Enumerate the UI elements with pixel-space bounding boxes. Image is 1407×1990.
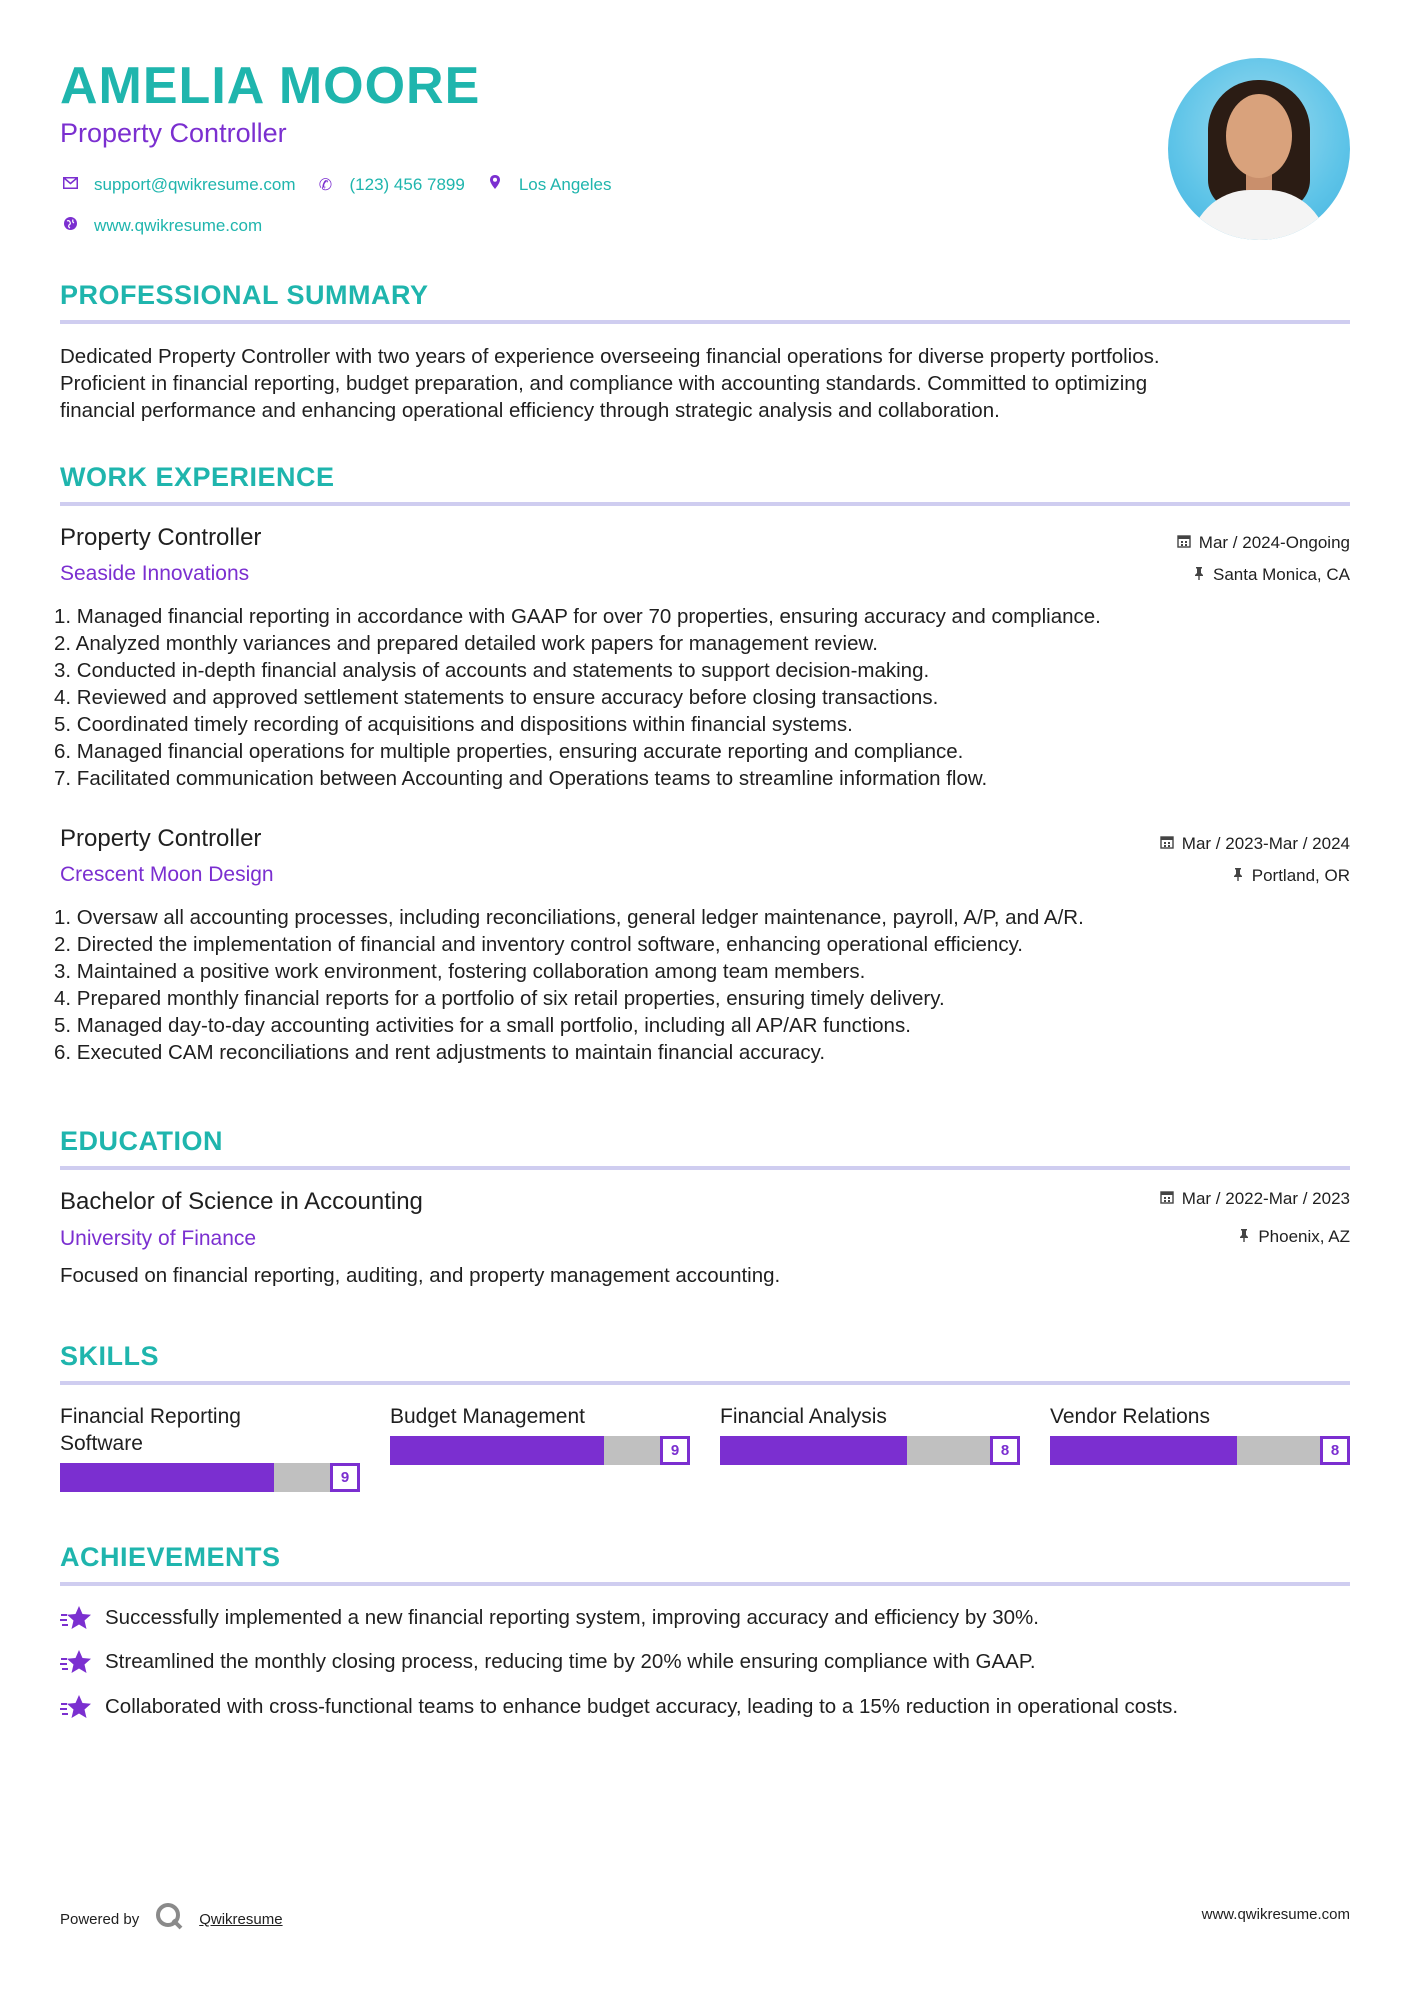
summary-line: Dedicated Property Controller with two years of experience overseeing financial operations for diverse property portfolios. [60,345,1160,368]
job-location [1193,565,1350,585]
skill-item [60,1403,360,1492]
list-item: 5. Coordinated timely recording of acquisitions and dispositions within financial systems. [54,713,853,736]
section-divider [60,320,1350,324]
section-divider [60,1381,1350,1385]
job-dates-text: Mar / 2024-Ongoing [1198,533,1350,552]
calendar-icon [1177,534,1191,552]
summary-line: Proficient in financial reporting, budget preparation, and compliance with accounting standards. Committed to optimizing [60,372,1148,395]
job-location-text: Santa Monica, CA [1212,565,1350,584]
job-title: Property Controller [60,524,262,551]
qwikresume-logo-icon [155,1902,183,1937]
job-dates [1177,533,1350,553]
skill-item [1050,1403,1350,1465]
website-text: www.qwikresume.com [94,216,263,235]
job-location-text: Portland, OR [1251,866,1350,885]
list-item: 4. Reviewed and approved settlement statements to ensure accuracy before closing transactions. [54,686,939,709]
education-dates [1160,1189,1350,1209]
education-dates-text: Mar / 2022-Mar / 2023 [1181,1189,1350,1208]
list-item: 1. Managed financial reporting in accordance with GAAP for over 70 properties, ensuring accuracy and compliance. [54,605,1101,628]
list-item: 1. Oversaw all accounting processes, including reconciliations, general ledger maintenance, payroll, A/P, and A/R. [54,906,1084,929]
list-item: 3. Maintained a positive work environment, fostering collaboration among team members. [54,960,866,983]
achievement-text: Collaborated with cross-functional teams to enhance budget accuracy, leading to a 15% reduction in operational costs. [105,1695,1179,1718]
list-item: 4. Prepared monthly financial reports for a portfolio of six retail properties, ensuring timely delivery. [54,987,945,1010]
skill-name: Financial Analysis [720,1405,887,1428]
skill-level-bar [1050,1436,1350,1465]
list-item: 5. Managed day-to-day accounting activities for a small portfolio, including all AP/AR functions. [54,1014,911,1037]
skill-name: Budget Management [390,1405,585,1428]
education-description: Focused on financial reporting, auditing, and property management accounting. [60,1264,781,1287]
email-text: support@qwikresume.com [94,174,296,194]
powered-by-text: Powered by [60,1911,140,1928]
section-title-summary: PROFESSIONAL SUMMARY [60,280,429,310]
contact-location [485,174,612,195]
pushpin-icon [1232,867,1244,885]
candidate-role: Property Controller [60,118,287,148]
education-location-text: Phoenix, AZ [1258,1227,1350,1246]
list-item: 7. Facilitated communication between Accounting and Operations teams to streamline information flow. [54,767,988,790]
skill-item [720,1403,1020,1465]
star-icon [60,1648,92,1676]
skill-level-bar [390,1436,690,1465]
skill-name: Vendor Relations [1050,1405,1210,1428]
summary-text [60,343,1352,424]
degree-title: Bachelor of Science in Accounting [60,1188,423,1215]
achievement-text: Successfully implemented a new financial reporting system, improving accuracy and efficiency by 30%. [105,1606,1039,1629]
profile-photo [1168,58,1350,240]
contact-row-secondary [60,216,282,236]
achievement-text: Streamlined the monthly closing process, reducing time by 20% while ensuring compliance with GAAP. [105,1650,1036,1673]
list-item: 6. Managed financial operations for multiple properties, ensuring accurate reporting and compliance. [54,740,964,763]
contact-row-primary [60,174,631,195]
skill-score: 8 [1320,1436,1350,1465]
section-title-experience: WORK EXPERIENCE [60,462,335,492]
contact-phone[interactable] [316,175,465,195]
skill-level-bar [720,1436,1020,1465]
skill-score: 9 [660,1436,690,1465]
section-divider [60,502,1350,506]
achievement-item [60,1693,1178,1721]
job-responsibilities [54,904,1354,1066]
job-title: Property Controller [60,825,262,852]
star-icon [60,1693,92,1721]
skill-level-fill [1050,1436,1237,1465]
envelope-icon [60,176,80,194]
skill-item [390,1403,690,1465]
school-name: University of Finance [60,1227,257,1250]
phone-text: (123) 456 7899 [349,174,465,194]
section-title-education: EDUCATION [60,1126,223,1156]
skill-level-fill [60,1463,274,1492]
map-pin-icon [485,174,505,195]
section-title-skills: SKILLS [60,1341,160,1371]
achievement-item [60,1604,1039,1632]
job-company: Seaside Innovations [60,562,250,585]
list-item: 2. Analyzed monthly variances and prepared detailed work papers for management review. [54,632,878,655]
calendar-icon [1160,835,1174,853]
pushpin-icon [1193,566,1205,584]
list-item: 2. Directed the implementation of financial and inventory control software, enhancing operational efficiency. [54,933,1023,956]
calendar-icon [1160,1190,1174,1208]
location-text: Los Angeles [518,174,612,194]
skill-level-bar [60,1463,360,1492]
pushpin-icon [1238,1228,1250,1246]
education-location [1238,1227,1350,1247]
section-divider [60,1166,1350,1170]
globe-icon [60,216,80,236]
candidate-name: AMELIA MOORE [60,57,481,115]
brand-link[interactable]: Qwikresume [199,1911,283,1928]
phone-icon: ✆ [318,176,333,194]
contact-email[interactable] [60,175,296,195]
list-item: 6. Executed CAM reconciliations and rent adjustments to maintain financial accuracy. [54,1041,826,1064]
footer-site-link[interactable]: www.qwikresume.com [1201,1906,1350,1923]
skill-name: Financial Reporting Software [60,1405,241,1455]
skill-level-fill [390,1436,604,1465]
skill-level-fill [720,1436,907,1465]
contact-website[interactable] [60,216,262,236]
list-item: 3. Conducted in-depth financial analysis of accounts and statements to support decision-making. [54,659,930,682]
achievement-item [60,1648,1036,1676]
skill-score: 8 [990,1436,1020,1465]
job-responsibilities [54,603,1354,792]
job-dates-text: Mar / 2023-Mar / 2024 [1181,834,1350,853]
star-icon [60,1604,92,1632]
section-divider [60,1582,1350,1586]
job-company: Crescent Moon Design [60,863,274,886]
section-title-achievements: ACHIEVEMENTS [60,1542,281,1572]
job-location [1232,866,1350,886]
skill-score: 9 [330,1463,360,1492]
footer-powered-by [60,1902,283,1937]
summary-line: financial performance and enhancing operational efficiency through strategic analysis and collaboration. [60,399,1000,422]
job-dates [1160,834,1350,854]
